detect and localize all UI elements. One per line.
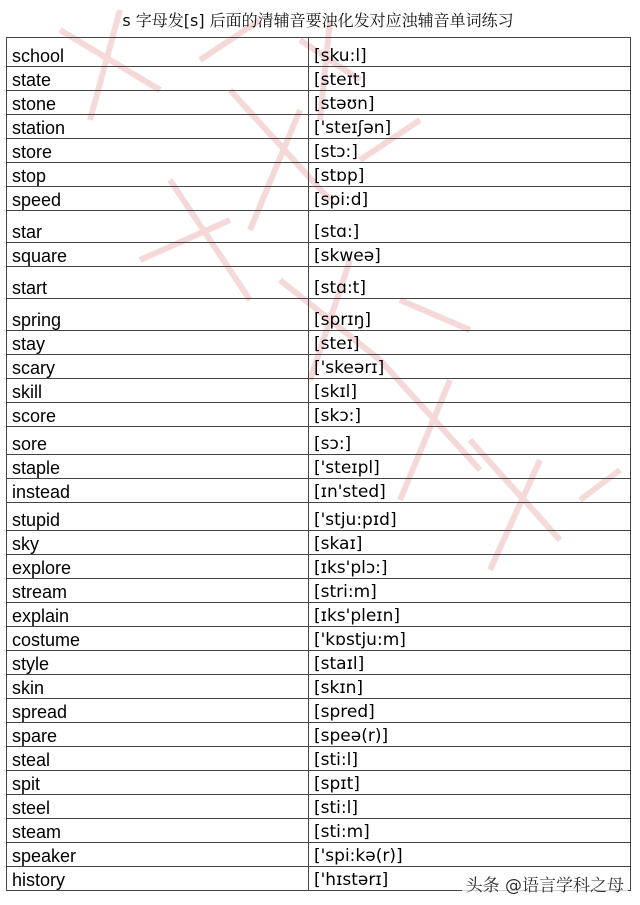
phonetic-cell: [steɪt] bbox=[309, 67, 631, 91]
table-row bbox=[7, 503, 631, 531]
phonetic-cell: ['hɪstərɪ] bbox=[309, 867, 631, 891]
phonetic-cell: [spi:d] bbox=[309, 187, 631, 211]
table-row bbox=[7, 267, 631, 299]
word-cell: steel bbox=[7, 795, 309, 819]
phonetic-cell: [skɔ:] bbox=[309, 403, 631, 427]
table-row bbox=[7, 455, 631, 479]
table-row bbox=[7, 723, 631, 747]
phonetic-cell: [sɔ:] bbox=[309, 427, 631, 455]
table-row bbox=[7, 843, 631, 867]
word-cell: spring bbox=[7, 299, 309, 331]
phonetic-cell: [skɪn] bbox=[309, 675, 631, 699]
word-cell: speed bbox=[7, 187, 309, 211]
phonetic-cell: [ɪks'plɔ:] bbox=[309, 555, 631, 579]
phonetic-cell: [skaɪ] bbox=[309, 531, 631, 555]
phonetic-cell: [ɪn'sted] bbox=[309, 479, 631, 503]
table-row bbox=[7, 771, 631, 795]
table-row bbox=[7, 403, 631, 427]
word-table bbox=[6, 37, 631, 891]
table-row bbox=[7, 243, 631, 267]
table-row bbox=[7, 479, 631, 503]
table-row bbox=[7, 747, 631, 771]
phonetic-cell: ['skeərɪ] bbox=[309, 355, 631, 379]
table-row bbox=[7, 211, 631, 243]
phonetic-cell: [spred] bbox=[309, 699, 631, 723]
word-cell: spare bbox=[7, 723, 309, 747]
phonetic-cell: [skweə] bbox=[309, 243, 631, 267]
word-cell: sky bbox=[7, 531, 309, 555]
word-cell: style bbox=[7, 651, 309, 675]
word-cell: explore bbox=[7, 555, 309, 579]
phonetic-cell: [sti:l] bbox=[309, 747, 631, 771]
table-row bbox=[7, 675, 631, 699]
phonetic-cell: ['kɒstju:m] bbox=[309, 627, 631, 651]
table-row bbox=[7, 651, 631, 675]
phonetic-cell: [stəʊn] bbox=[309, 91, 631, 115]
table-row bbox=[7, 331, 631, 355]
word-cell: school bbox=[7, 38, 309, 67]
word-cell: start bbox=[7, 267, 309, 299]
word-cell: stupid bbox=[7, 503, 309, 531]
word-cell: explain bbox=[7, 603, 309, 627]
phonetic-cell: ['spi:kə(r)] bbox=[309, 843, 631, 867]
table-row bbox=[7, 163, 631, 187]
word-cell: skin bbox=[7, 675, 309, 699]
table-row bbox=[7, 555, 631, 579]
word-cell: stay bbox=[7, 331, 309, 355]
table-row bbox=[7, 299, 631, 331]
phonetic-cell: [steɪ] bbox=[309, 331, 631, 355]
phonetic-cell: [sku:l] bbox=[309, 38, 631, 67]
word-cell: instead bbox=[7, 479, 309, 503]
table-row bbox=[7, 627, 631, 651]
word-cell: spit bbox=[7, 771, 309, 795]
table-row bbox=[7, 115, 631, 139]
phonetic-cell: ['steɪpl] bbox=[309, 455, 631, 479]
phonetic-cell: [sti:l] bbox=[309, 795, 631, 819]
word-cell: store bbox=[7, 139, 309, 163]
table-row bbox=[7, 603, 631, 627]
word-cell: score bbox=[7, 403, 309, 427]
word-cell: speaker bbox=[7, 843, 309, 867]
word-cell: station bbox=[7, 115, 309, 139]
phonetic-cell: [stɑ:] bbox=[309, 211, 631, 243]
word-cell: skill bbox=[7, 379, 309, 403]
phonetic-cell: [ɪks'pleɪn] bbox=[309, 603, 631, 627]
word-cell: state bbox=[7, 67, 309, 91]
phonetic-cell: [sprɪŋ] bbox=[309, 299, 631, 331]
table-row bbox=[7, 355, 631, 379]
word-cell: scary bbox=[7, 355, 309, 379]
vocabulary-sheet bbox=[6, 5, 630, 891]
phonetic-cell: [staɪl] bbox=[309, 651, 631, 675]
table-row bbox=[7, 819, 631, 843]
word-cell: history bbox=[7, 867, 309, 891]
table-row bbox=[7, 38, 631, 67]
table-row bbox=[7, 379, 631, 403]
word-cell: stream bbox=[7, 579, 309, 603]
table-row bbox=[7, 795, 631, 819]
word-cell: star bbox=[7, 211, 309, 243]
phonetic-cell: [sti:m] bbox=[309, 819, 631, 843]
phonetic-cell: [stɑ:t] bbox=[309, 267, 631, 299]
table-row bbox=[7, 187, 631, 211]
table-row bbox=[7, 579, 631, 603]
phonetic-cell: [stɔ:] bbox=[309, 139, 631, 163]
word-cell: steal bbox=[7, 747, 309, 771]
word-cell: spread bbox=[7, 699, 309, 723]
phonetic-cell: ['stju:pɪd] bbox=[309, 503, 631, 531]
phonetic-cell: [stɒp] bbox=[309, 163, 631, 187]
table-row bbox=[7, 427, 631, 455]
word-cell: costume bbox=[7, 627, 309, 651]
word-cell: steam bbox=[7, 819, 309, 843]
phonetic-cell: [speə(r)] bbox=[309, 723, 631, 747]
word-cell: stone bbox=[7, 91, 309, 115]
table-row bbox=[7, 91, 631, 115]
table-row bbox=[7, 139, 631, 163]
phonetic-cell: [skɪl] bbox=[309, 379, 631, 403]
phonetic-cell: ['steɪʃən] bbox=[309, 115, 631, 139]
phonetic-cell: [stri:m] bbox=[309, 579, 631, 603]
page-title: s 字母发[s] 后面的清辅音要浊化发对应浊辅音单词练习 bbox=[122, 11, 514, 30]
word-cell: sore bbox=[7, 427, 309, 455]
word-cell: staple bbox=[7, 455, 309, 479]
source-credit: 头条 @语言学科之母 bbox=[462, 870, 628, 897]
word-cell: stop bbox=[7, 163, 309, 187]
phonetic-cell: [spɪt] bbox=[309, 771, 631, 795]
table-row bbox=[7, 67, 631, 91]
word-cell: square bbox=[7, 243, 309, 267]
table-row bbox=[7, 531, 631, 555]
table-row bbox=[7, 699, 631, 723]
